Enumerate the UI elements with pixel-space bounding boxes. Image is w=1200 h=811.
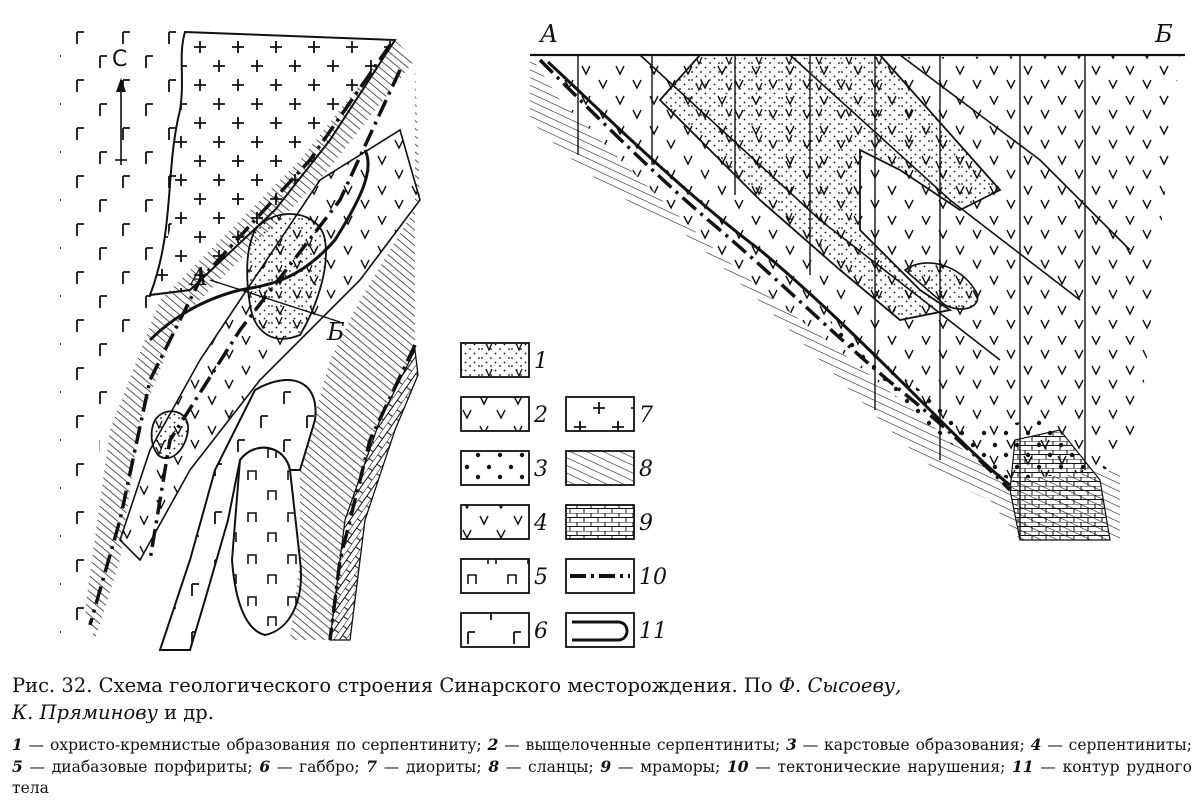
legend-item-6 (461, 613, 548, 647)
svg-text:3: 3 (534, 457, 548, 482)
legend-explanation: 1 — охристо-кремнистые образования по серпентиниту; 2 — выщелоченные серпентиниты; 3 — карстовые образования; 4 — серпентиниты; 5 — диабазовые порфириты; 6 — габбро; 7 — диориты; 8 — сланцы; 9 — мраморы; 10 — тектонические нарушения; 11 — контур рудного тела (12, 735, 1192, 797)
legend-item-3 (461, 451, 548, 485)
map-point-a: А (190, 263, 209, 291)
svg-text:2: 2 (534, 403, 548, 428)
caption-prefix: Рис. 32. Схема геологического строения Синарского месторождения. По (12, 674, 773, 697)
svg-text:7: 7 (639, 403, 653, 428)
legend-item-4 (461, 505, 548, 539)
map-point-b: Б (327, 318, 345, 346)
svg-text:11: 11 (639, 619, 667, 644)
legend-item-8 (566, 451, 653, 485)
svg-text:9: 9 (639, 511, 653, 536)
legend-item-1 (461, 343, 548, 377)
svg-text:5: 5 (534, 565, 548, 590)
figure-caption (12, 672, 1192, 726)
legend-item-5 (461, 559, 548, 593)
north-label: С (112, 47, 128, 72)
plan-map (60, 30, 420, 650)
legend-item-2 (461, 397, 548, 431)
svg-text:1: 1 (534, 349, 548, 374)
svg-text:10: 10 (639, 565, 667, 590)
legend-item-9 (566, 505, 653, 539)
section-point-a: А (540, 20, 559, 48)
caption-suffix: и др. (164, 701, 214, 724)
caption-authors-2: К. Пряминову (12, 701, 158, 724)
legend-item-10 (566, 559, 667, 593)
section-point-b: Б (1155, 20, 1173, 48)
svg-text:8: 8 (639, 457, 653, 482)
svg-text:4: 4 (534, 511, 548, 536)
legend (461, 343, 667, 647)
diabase-region (232, 448, 301, 635)
svg-text:6: 6 (534, 619, 548, 644)
legend-item-11 (566, 613, 667, 647)
caption-authors-1: Ф. Сысоеву, (778, 674, 902, 697)
legend-item-7 (566, 397, 653, 431)
